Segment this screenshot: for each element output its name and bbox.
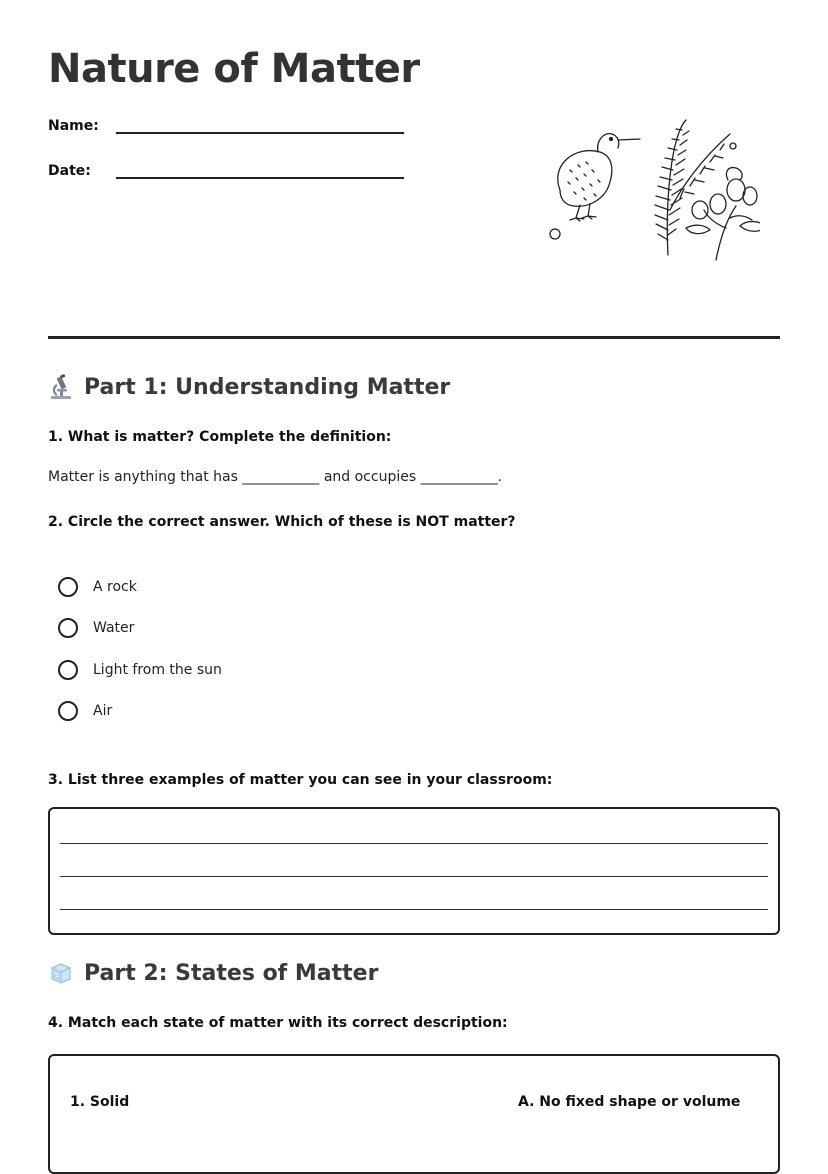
worksheet-page xyxy=(48,0,780,1118)
name-input-line[interactable] xyxy=(116,132,404,134)
radio-circle[interactable] xyxy=(58,618,78,638)
part2-heading xyxy=(48,960,378,986)
option-label: A rock xyxy=(93,579,137,595)
part2-heading-text: Part 2: States of Matter xyxy=(84,960,379,986)
matching-box xyxy=(48,1054,780,1174)
part1-heading-text: Part 1: Understanding Matter xyxy=(84,374,451,400)
option-label: Water xyxy=(93,620,135,636)
date-label: Date: xyxy=(48,163,91,179)
radio-circle[interactable] xyxy=(58,660,78,680)
option-a-rock[interactable] xyxy=(58,574,358,600)
ice-cube-icon xyxy=(48,960,74,986)
question-3: 3. List three examples of matter you can see in your classroom: xyxy=(48,772,553,788)
option-light-from-the-sun[interactable] xyxy=(58,657,358,683)
header-divider xyxy=(48,336,780,339)
option-label: Air xyxy=(93,703,113,719)
option-label: Light from the sun xyxy=(93,662,222,678)
radio-circle[interactable] xyxy=(58,701,78,721)
name-label: Name: xyxy=(48,118,99,134)
date-input-line[interactable] xyxy=(116,177,404,179)
match-description-a: A. No fixed shape or volume xyxy=(518,1094,741,1110)
name-field xyxy=(48,118,408,142)
radio-circle[interactable] xyxy=(58,577,78,597)
kiwi-fern-berries-illustration xyxy=(540,110,760,270)
date-field xyxy=(48,163,408,187)
option-water[interactable] xyxy=(58,615,358,641)
answer-line[interactable] xyxy=(60,876,768,877)
option-air[interactable] xyxy=(58,698,358,724)
part1-heading xyxy=(48,374,450,400)
question-2: 2. Circle the correct answer. Which of these is NOT matter? xyxy=(48,514,516,530)
answer-line[interactable] xyxy=(60,909,768,910)
question-1: 1. What is matter? Complete the definition: xyxy=(48,429,392,445)
definition-fill-blank: Matter is anything that has ___________ and occupies ___________. xyxy=(48,469,503,485)
answer-line[interactable] xyxy=(60,843,768,844)
match-item-solid: 1. Solid xyxy=(70,1094,130,1110)
answer-box[interactable] xyxy=(48,807,780,935)
question-4: 4. Match each state of matter with its correct description: xyxy=(48,1015,508,1031)
microscope-icon xyxy=(48,374,74,400)
page-title: Nature of Matter xyxy=(48,46,420,92)
